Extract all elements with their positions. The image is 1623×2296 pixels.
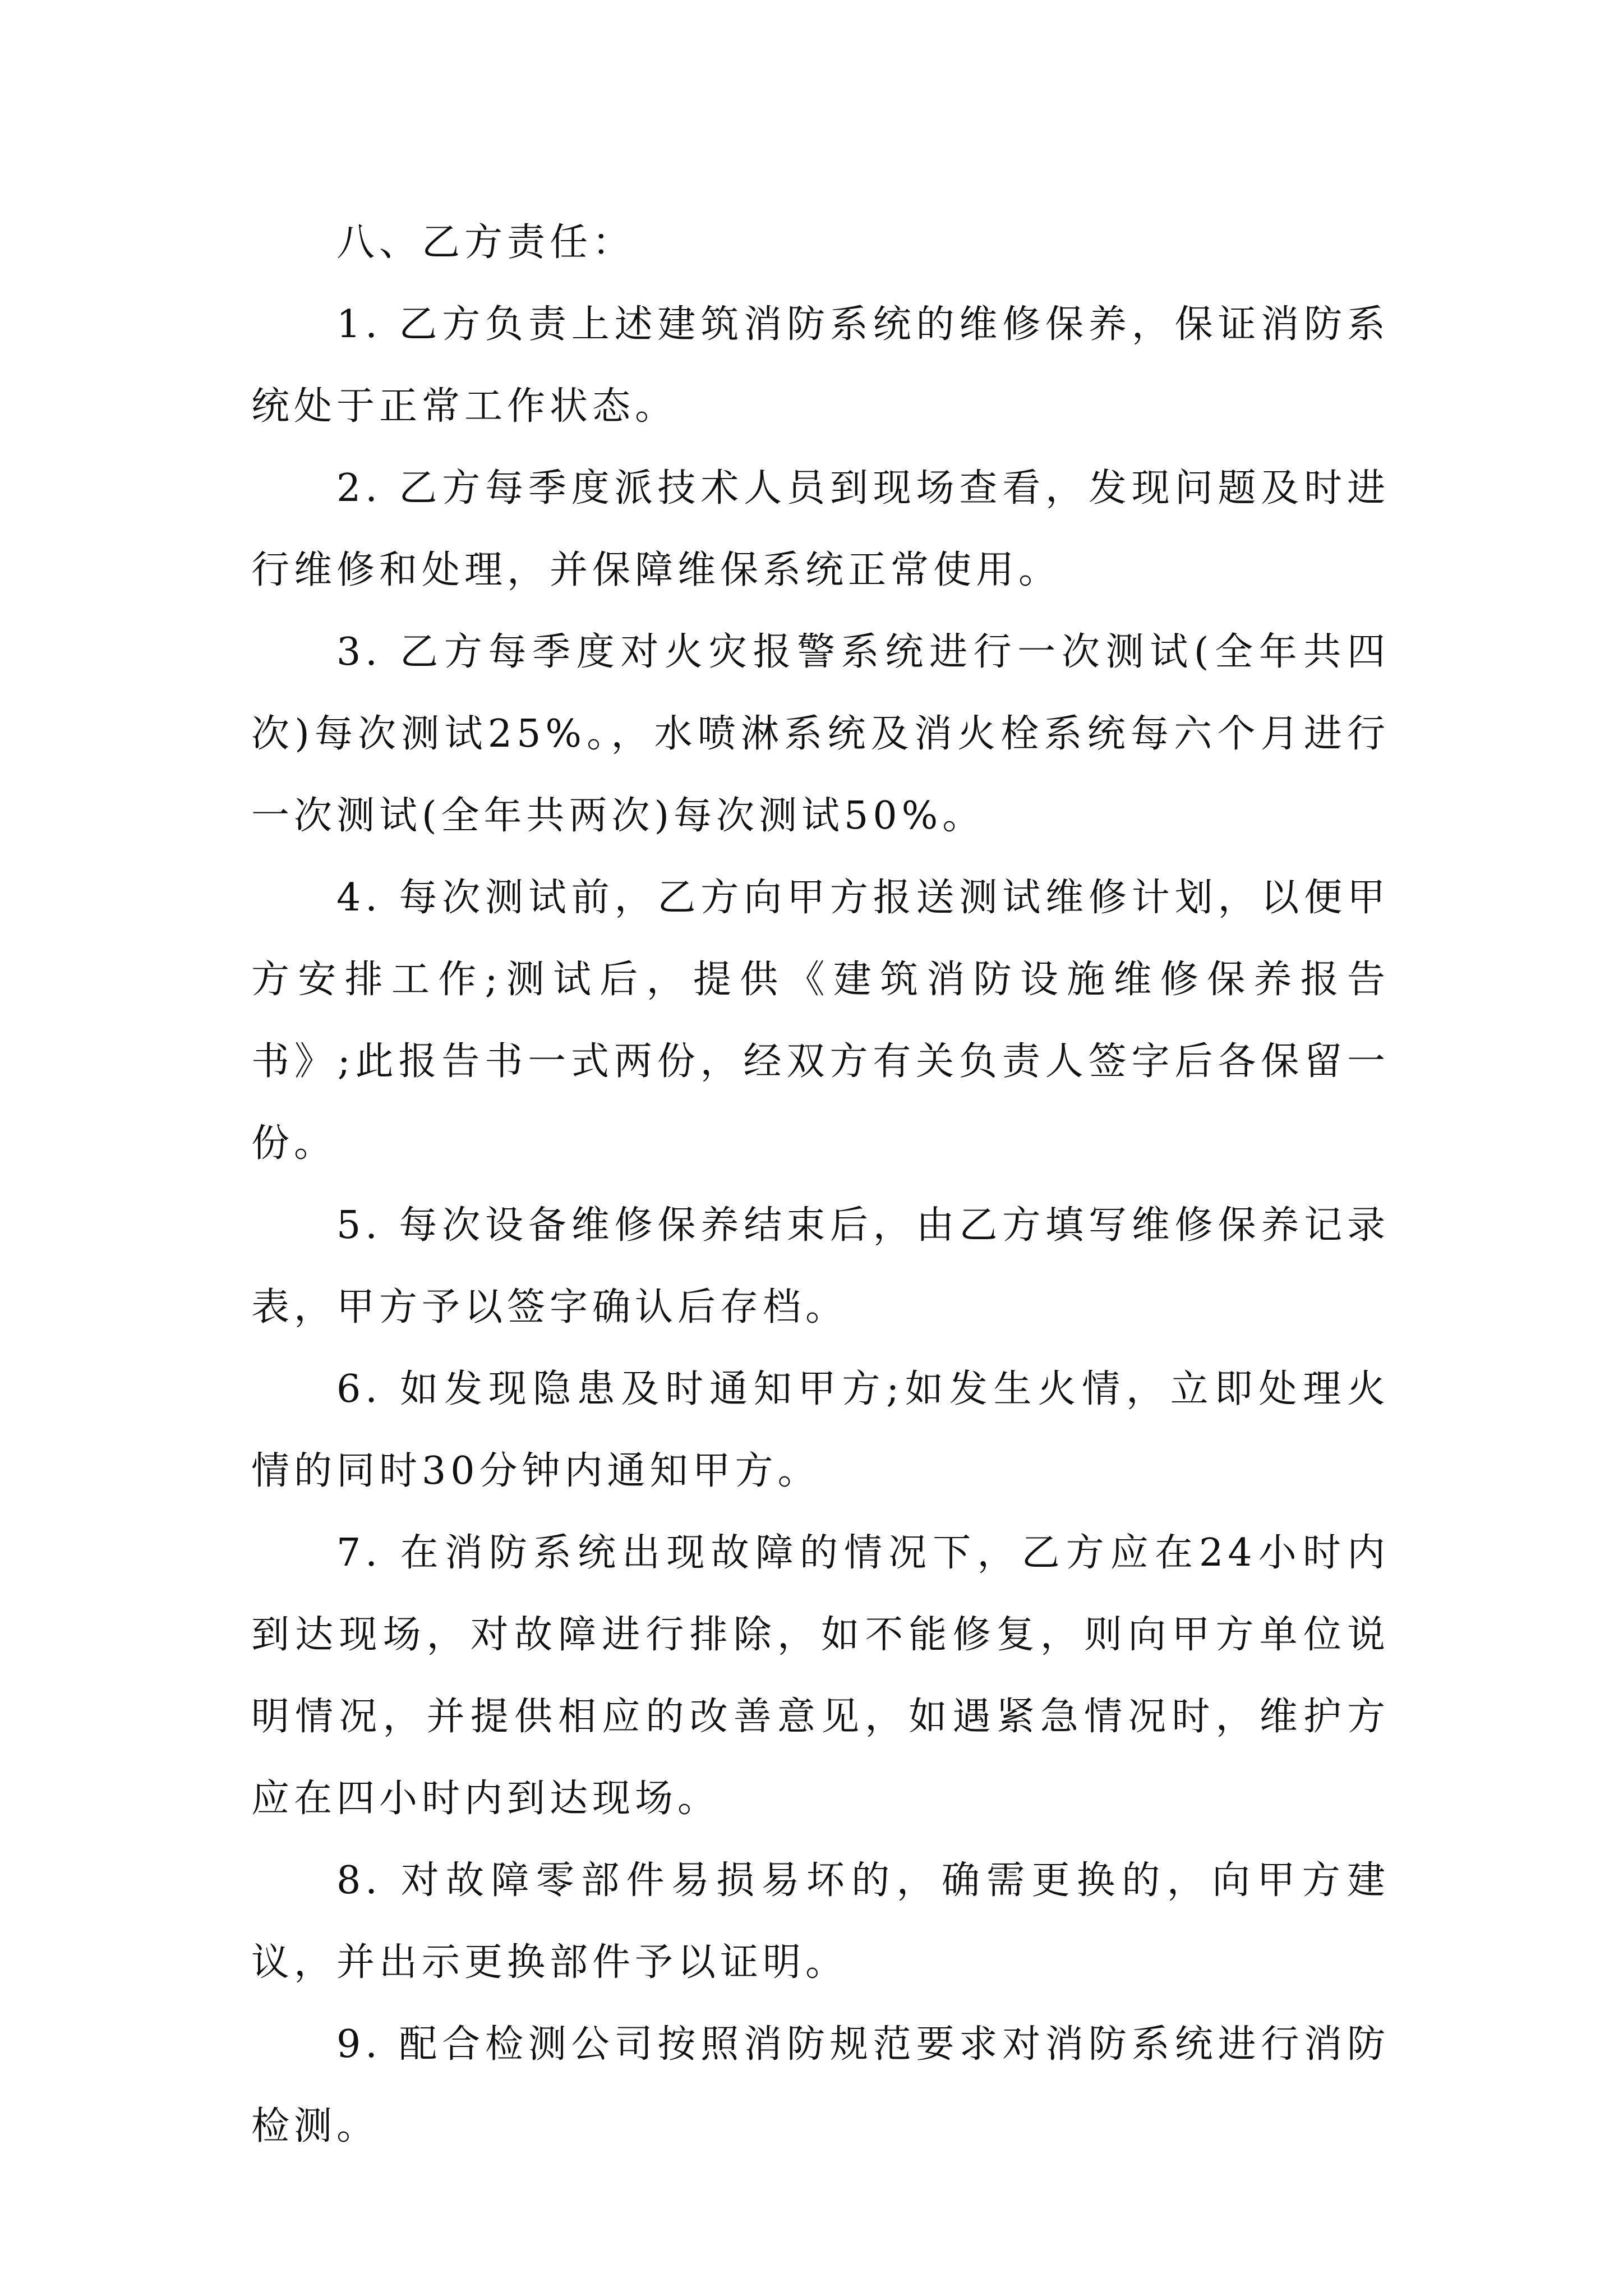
clause-3: 3. 乙方每季度对火灾报警系统进行一次测试(全年共四次)每次测试25%。，水喷淋系统及消火栓系统每六个月进行一次测试(全年共两次)每次测试50%。 — [251, 630, 1390, 838]
clause-2: 2. 乙方每季度派技术人员到现场查看，发现问题及时进行维修和处理，并保障维保系统正常使用。 — [251, 466, 1390, 592]
clause-7: 7. 在消防系统出现故障的情况下，乙方应在24小时内到达现场，对故障进行排除，如不能修复，则向甲方单位说明情况，并提供相应的改善意见，如遇紧急情况时，维护方应在四小时内到达现场。 — [251, 1531, 1390, 1821]
clause-1: 1. 乙方负责上述建筑消防系统的维修保养，保证消防系统处于正常工作状态。 — [251, 302, 1390, 429]
clause-4: 4. 每次测试前，乙方向甲方报送测试维修计划，以便甲方安排工作;测试后，提供《建筑消防设施维修保养报告书》;此报告书一式两份，经双方有关负责人签字后各保留一份。 — [251, 876, 1390, 1166]
clause-8: 8. 对故障零部件易损易坏的，确需更换的，向甲方建议，并出示更换部件予以证明。 — [251, 1858, 1390, 1985]
document-body — [251, 202, 1390, 2168]
clause-5: 5. 每次设备维修保养结束后，由乙方填写维修保养记录表，甲方予以签字确认后存档。 — [251, 1203, 1390, 1329]
clause-9: 9. 配合检测公司按照消防规范要求对消防系统进行消防检测。 — [251, 2022, 1390, 2148]
section-heading: 八、乙方责任： — [336, 220, 635, 265]
clause-6: 6. 如发现隐患及时通知甲方;如发生火情，立即处理火情的同时30分钟内通知甲方。 — [251, 1367, 1390, 1493]
